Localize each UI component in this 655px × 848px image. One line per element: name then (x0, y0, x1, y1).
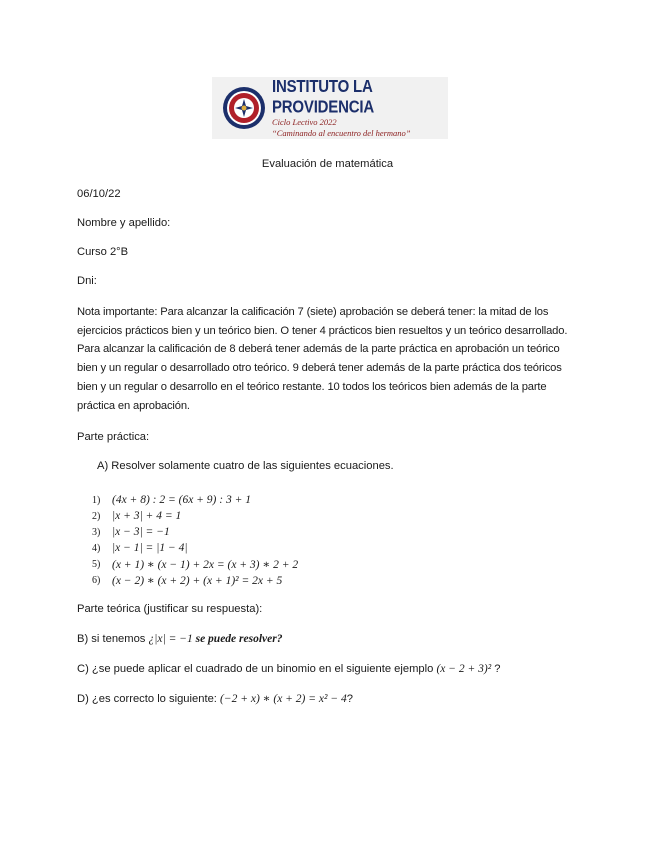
question-d-prefix: D) ¿es correcto lo siguiente: (77, 693, 221, 705)
school-motto: “Caminando al encuentro del hermano” (272, 128, 411, 138)
question-c (77, 660, 501, 679)
equation-expression: |x − 1| = |1 − 4| (112, 542, 188, 554)
question-c-math: (x − 2 + 3)² (436, 663, 492, 675)
school-cycle: Ciclo Lectivo 2022 (272, 117, 337, 127)
question-d-math: (−2 + x) ∗ (x + 2) = x² − 4 (220, 693, 347, 705)
equation-number: 5) (92, 558, 101, 570)
question-b (77, 630, 282, 649)
equation-item (92, 492, 298, 508)
equation-item (92, 572, 298, 588)
page-title: Evaluación de matemática (261, 158, 394, 170)
equation-expression: (4x + 8) : 2 = (6x + 9) : 3 + 1 (112, 494, 251, 506)
question-d-suffix: ? (346, 693, 353, 705)
equation-item (92, 556, 298, 572)
equation-item (92, 508, 298, 524)
equation-number: 4) (92, 542, 101, 554)
question-d (77, 690, 353, 709)
equation-expression: (x − 2) ∗ (x + 2) + (x + 1)² = 2x + 5 (112, 575, 283, 587)
equation-number: 1) (92, 494, 101, 506)
name-field-label: Nombre y apellido: (77, 217, 171, 229)
exam-date: 06/10/22 (77, 188, 121, 200)
course-label: Curso 2°B (77, 246, 129, 258)
question-b-suffix: se puede resolver? (192, 633, 283, 645)
institute-name: INSTITUTO LA PROVIDENCIA (272, 77, 374, 118)
theory-heading: Parte teórica (justificar su respuesta): (77, 603, 263, 615)
question-b-prefix: B) si tenemos (77, 633, 149, 645)
equation-number: 2) (92, 510, 101, 522)
equation-number: 6) (92, 574, 101, 586)
school-header (212, 77, 448, 139)
equation-expression: |x − 3| = −1 (112, 526, 170, 538)
dni-field-label: Dni: (77, 275, 97, 287)
equation-expression: (x + 1) ∗ (x − 1) + 2x = (x + 3) ∗ 2 + 2 (112, 559, 299, 571)
question-b-math: ¿|x| = −1 (148, 633, 193, 645)
equation-item (92, 524, 298, 540)
question-c-suffix: ? (491, 663, 501, 675)
practical-instruction: A) Resolver solamente cuatro de las siguientes ecuaciones. (97, 460, 394, 472)
equation-expression: |x + 3| + 4 = 1 (112, 510, 182, 522)
equation-item (92, 540, 298, 556)
equation-number: 3) (92, 526, 101, 538)
school-seal-icon (222, 86, 266, 130)
practical-heading: Parte práctica: (77, 431, 150, 443)
question-c-prefix: C) ¿se puede aplicar el cuadrado de un binomio en el siguiente ejemplo (77, 663, 437, 675)
important-note: Nota importante: Para alcanzar la calificación 7 (siete) aprobación se deberá tener: la mitad de los ejercicios prácticos bien y un teórico bien. O tener 4 prácticos bien resueltos y un teórico desarrollado. Para alcanzar la calificación de 8 deberá tener además de la parte práctica en aprobación un teórico bien y un regular o desarrollado otro teórico. 9 deberá tener además de la parte práctica dos teóricos bien y un regular o desarrollo en el teórico restante. 10 todos los teóricos bien además de la parte práctica en aprobación. (77, 306, 568, 412)
school-header-text (272, 77, 448, 139)
equation-list (92, 492, 298, 588)
